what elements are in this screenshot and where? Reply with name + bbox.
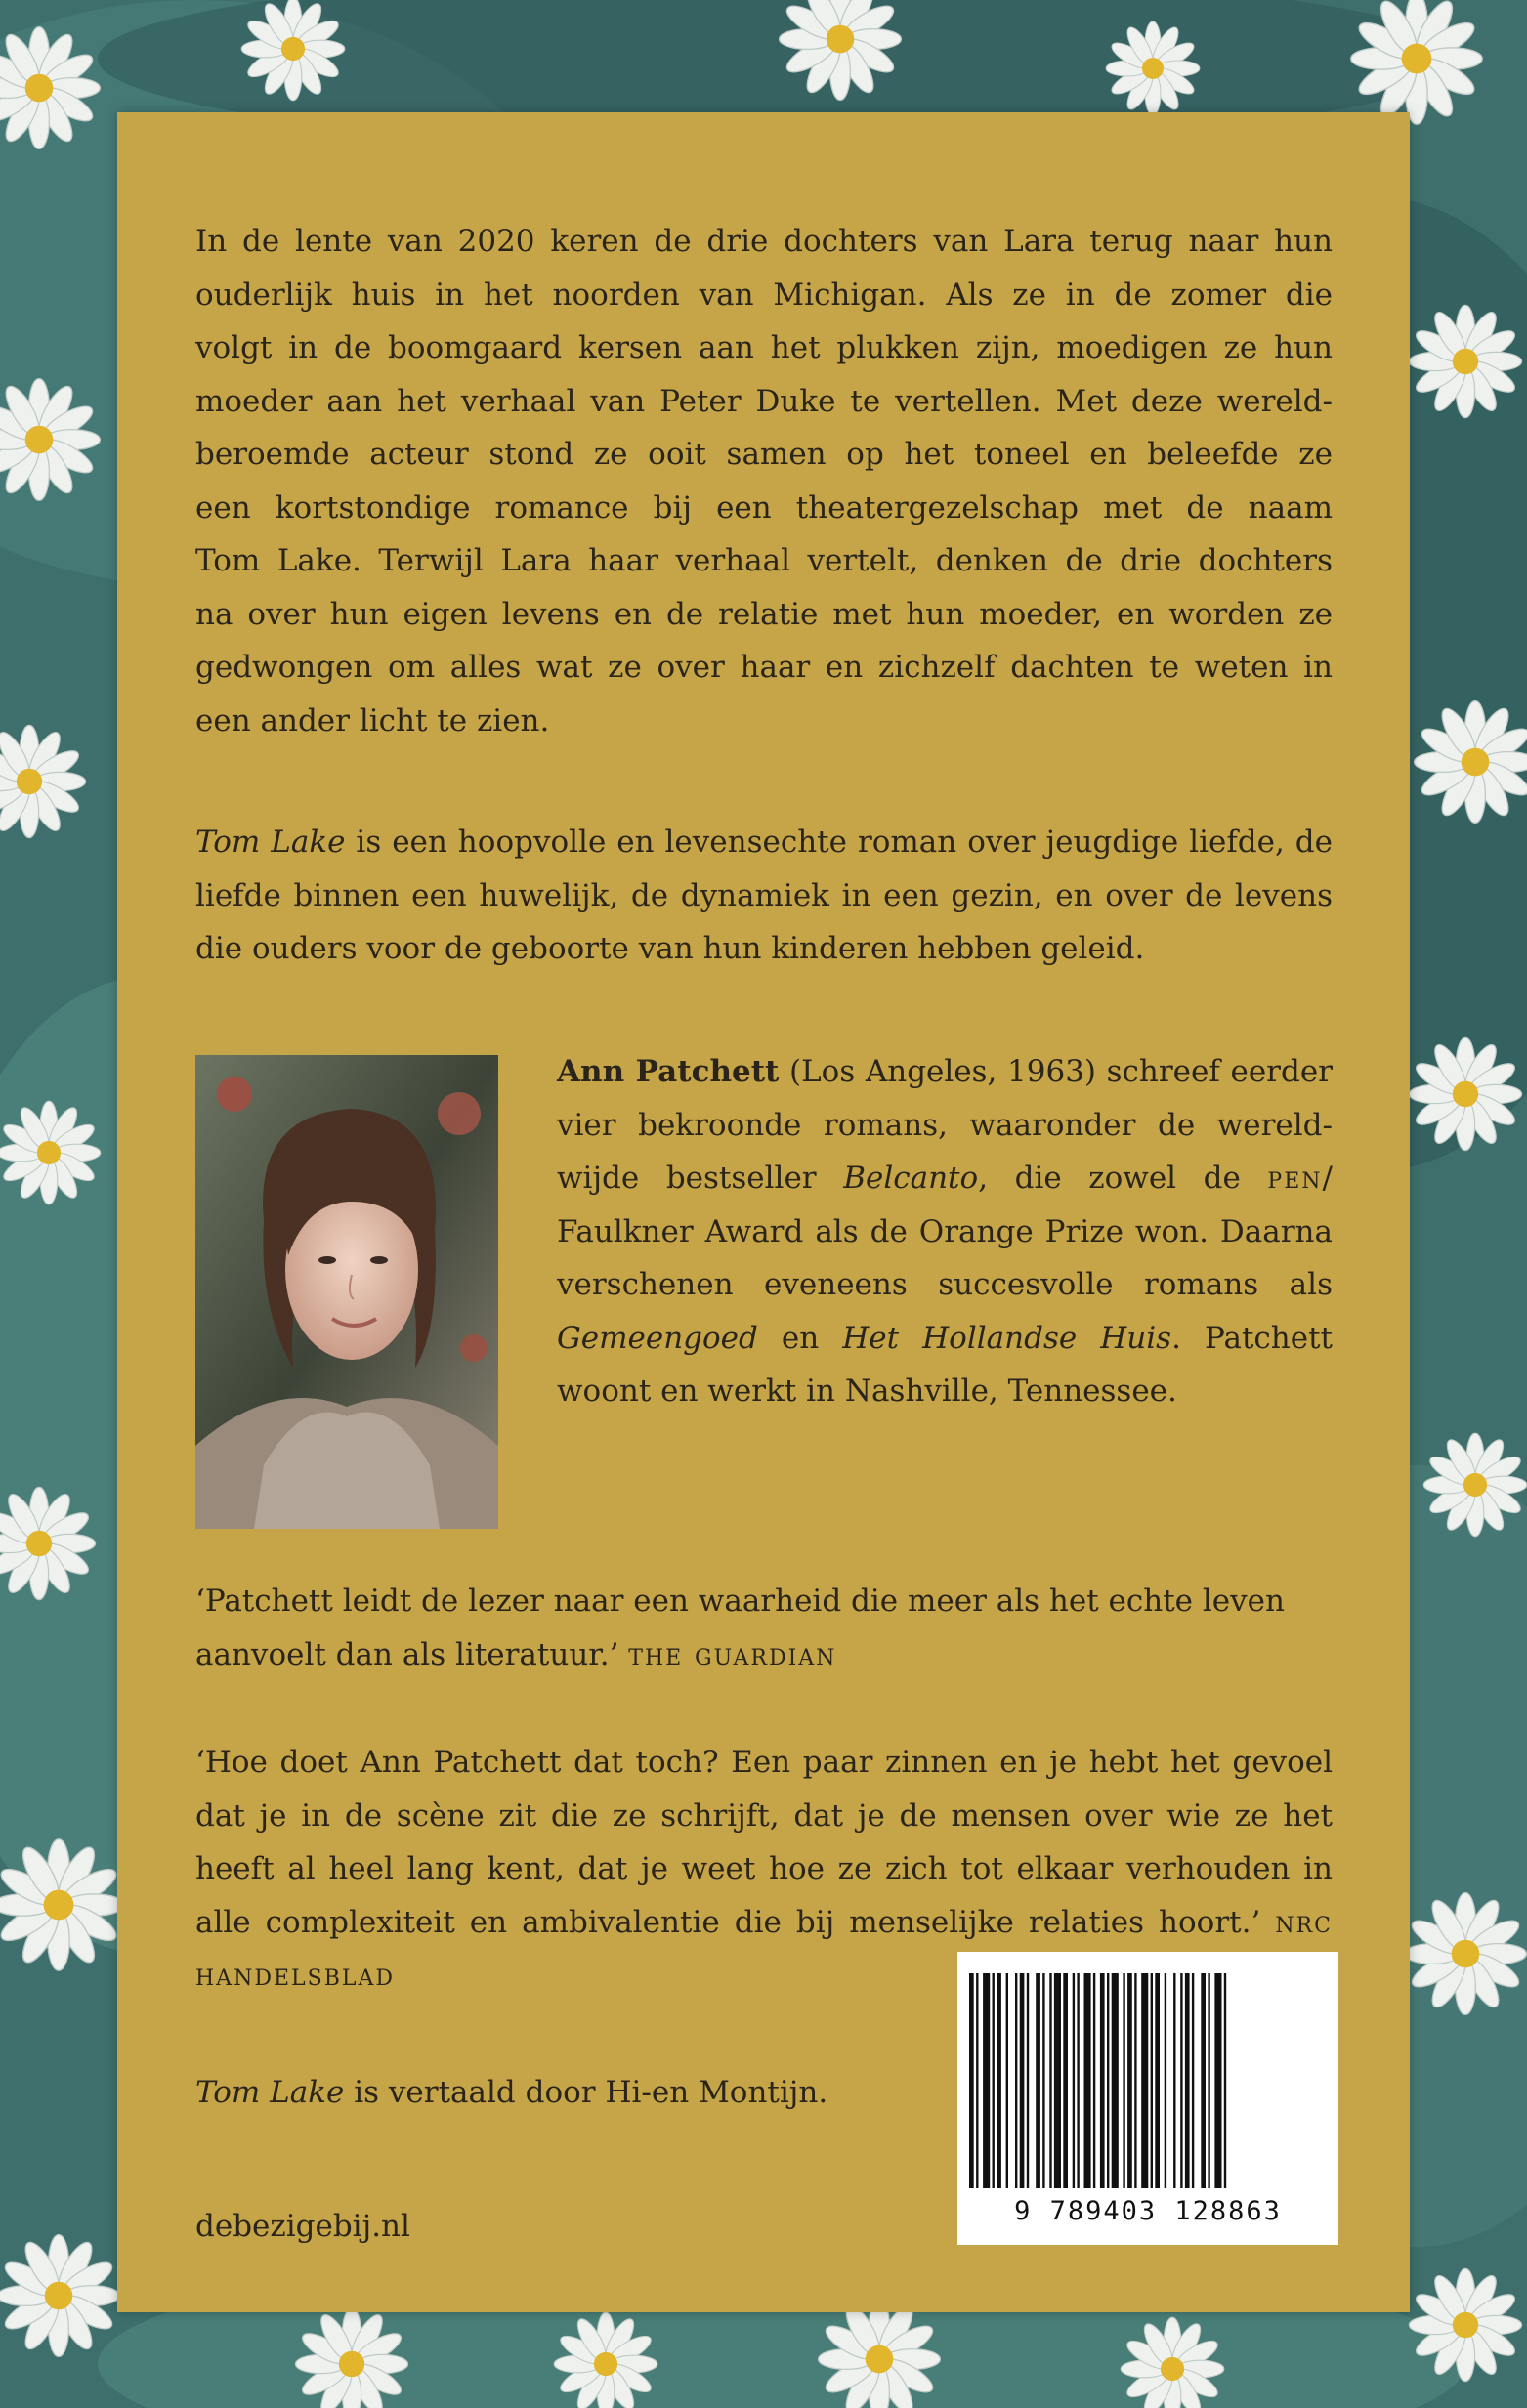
description-line: een kortstondige romance bij een theatergezelschap met de naam [195,489,1333,526]
author-photo [195,1055,498,1529]
barcode-bar [1224,1973,1226,2188]
barcode-bar [1192,1973,1194,2188]
isbn-barcode [957,1952,1338,2245]
barcode-bar [1155,1973,1160,2188]
bio-text: / Faulkner Award als de Orange Prize won. Daarna verschenen eveneens succesvolle romans als [557,1161,1333,1302]
bio-text: (Los Angeles, 1963) schreef eerder vier bekroonde romans, waaronder de wereldwijde bestseller [557,1054,1333,1196]
barcode-bar [1054,1973,1061,2188]
barcode-bar [1049,1973,1051,2188]
barcode-bar [1123,1973,1124,2188]
quote-source: nrc handelsblad [195,1904,1333,1993]
barcode-bar [1127,1973,1132,2188]
publisher-website: debezigebij.nl [195,2209,410,2244]
bio-text: . Patchett woont en werkt in Nashville, Tennessee. [557,1320,1333,1409]
barcode-bar [1036,1973,1040,2188]
quote-text: ‘Patchett leidt de lezer naar een waarheid die meer als het echte leven aanvoelt dan als literatuur.’ [195,1584,1285,1672]
barcode-bar [1073,1973,1075,2188]
description-line: een ander licht te zien. [195,702,550,739]
barcode-bar [1173,1973,1175,2188]
barcode-bar [1042,1973,1044,2188]
description-paragraph [195,215,1333,747]
back-cover-panel [117,112,1410,2312]
barcode-bar [1165,1973,1166,2188]
description-line: beroemde acteur stond ze ooit samen op het toneel en beleefde ze [195,437,1333,472]
barcode-bar [1151,1973,1153,2188]
barcode-bar [1134,1973,1136,2188]
bio-text: en [757,1320,843,1356]
quote-source: the guardian [628,1636,837,1672]
isbn-number: 9 789403 128863 [1014,2196,1282,2226]
barcode-bar [1201,1973,1206,2188]
barcode-bar [1077,1973,1079,2188]
barcode-bar [1027,1973,1029,2188]
book-title: Belcanto [843,1161,979,1196]
review-quote [195,1575,1333,1681]
book-title: Tom Lake [195,2075,345,2110]
description-line: na over hun eigen levens en de relatie met hun moeder, en worden ze [195,596,1333,632]
book-title: Het Hollandse Huis [842,1320,1172,1356]
book-title: Tom Lake [195,824,346,860]
barcode-bar [1015,1973,1017,2188]
description-line: In de lente van 2020 keren de drie dochters van Lara terug naar hun [195,224,1333,259]
barcode-bar [969,1973,974,2188]
barcode-bar [976,1973,978,2188]
bio-text: , die zowel de [978,1161,1268,1196]
barcode-bar [1107,1973,1109,2188]
description-line: gedwongen om alles wat ze over haar en zichzelf dachten te weten in [195,650,1333,685]
description-line: moeder aan het verhaal van Peter Duke te vertellen. Met deze wereld- [195,383,1333,419]
description-line: volgt in de boomgaard kersen aan het plukken zijn, moedigen ze hun [195,330,1333,365]
barcode-bar [1214,1973,1221,2188]
translator-text: is vertaald door Hi-en Montijn. [344,2075,828,2110]
barcode-bar [1208,1973,1209,2188]
barcode-bar [1100,1973,1105,2188]
quote-text: ‘Hoe doet Ann Patchett dat toch? Een paar zinnen en je hebt het gevoel dat je in de scène zit die ze schrijft, dat je de mensen over wie ze het heeft al heel lang kent, dat je weet hoe ze zich tot elkaar verhouden in alle complexiteit en ambivalentie die bij menselijke relaties hoort.’ [195,1745,1333,1940]
summary-paragraph [195,816,1333,976]
barcode-bar [1006,1973,1008,2188]
description-line: Tom Lake. Terwijl Lara haar verhaal vertelt, denken de drie dochters [195,543,1333,578]
barcode-bar [1185,1973,1190,2188]
author-name: Ann Patchett [557,1054,780,1089]
barcode-bar [1180,1973,1182,2188]
barcode-bar [1084,1973,1091,2188]
book-title: Gemeengoed [557,1320,758,1356]
barcode-bar [1141,1973,1148,2188]
barcode-bar [1020,1973,1025,2188]
summary-text: is een hoopvolle en levensechte roman over jeugdige liefde, de liefde binnen een huwelijk, de dynamiek in een gezin, en over de levens die ouders voor de geboorte van hun kinderen hebben geleid. [195,824,1333,966]
barcode-bar [983,1973,990,2188]
barcode-bar [1093,1973,1095,2188]
barcode-bar [1063,1973,1068,2188]
barcode-bar [997,1973,1001,2188]
barcode-bar [1112,1973,1119,2188]
barcode-bar [993,1973,995,2188]
description-line: ouderlijk huis in het noorden van Michigan. Als ze in de zomer die [195,276,1333,313]
award-abbreviation: pen [1267,1161,1323,1196]
author-bio [557,1045,1333,1418]
